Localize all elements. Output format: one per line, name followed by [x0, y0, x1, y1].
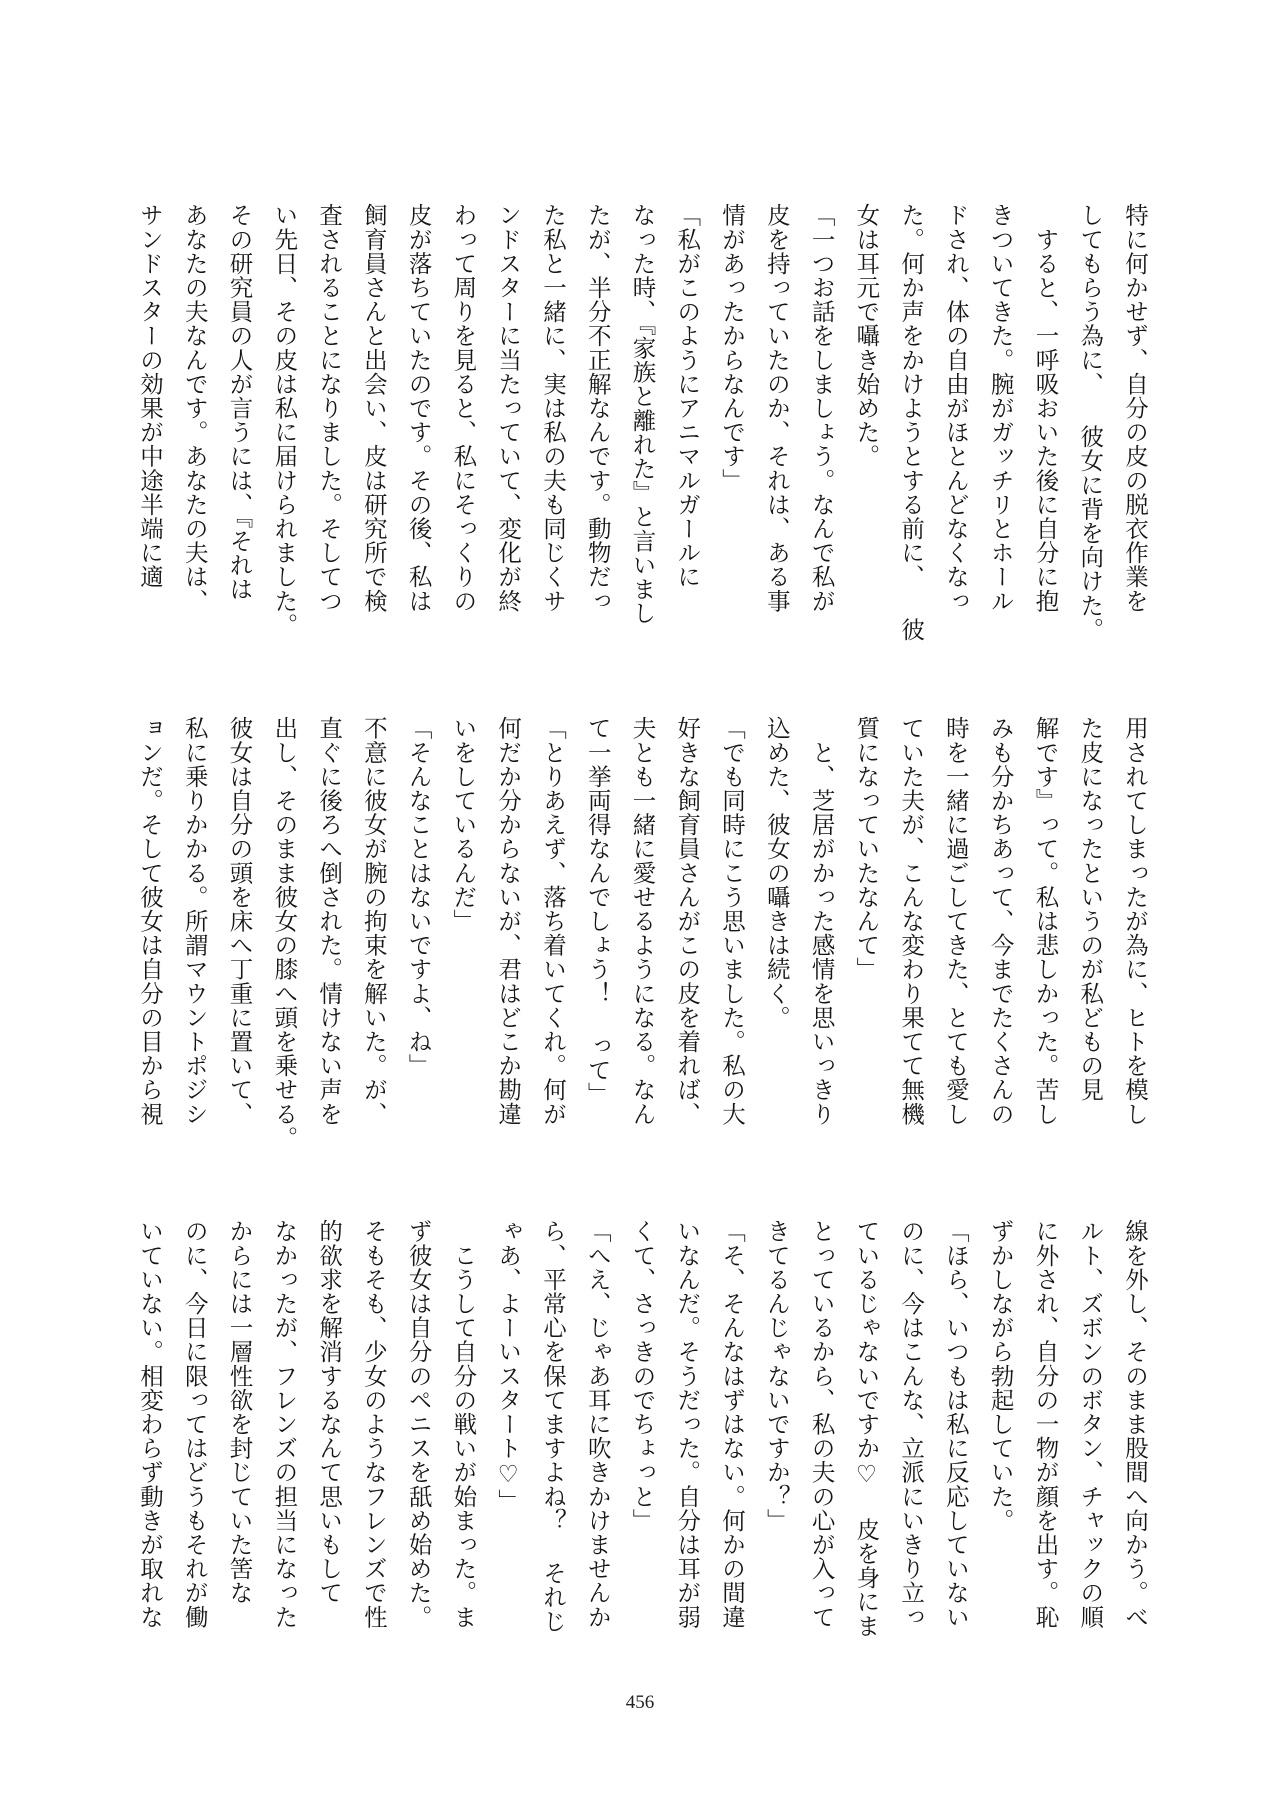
text-column: 私に乗りかかる。所謂マウントポジシ: [180, 716, 209, 1126]
text-column: 込めた、彼女の囁きは続く。: [762, 716, 791, 1030]
text-column: してもらう為に、 彼女に背を向けた。: [1076, 203, 1105, 642]
text-column: ゃあ、よーいスタート♡」: [494, 1219, 523, 1513]
text-column: 「そ、そんなはずはない。何かの間違: [718, 1219, 747, 1629]
text-column: い先日、その皮は私に届けられました。: [270, 203, 299, 637]
text-column: 女は耳元で囁き始めた。: [852, 203, 881, 469]
text-column: 「でも同時にこう思いました。私の大: [718, 716, 747, 1126]
text-column: 皮を持っていたのか、それは、ある事: [762, 203, 791, 613]
text-column: 出し、そのまま彼女の膝へ頭を乗せる。: [270, 716, 299, 1150]
text-column: 「とりあえず、落ち着いてくれ。何が: [538, 716, 567, 1126]
text-block-top: [135, 203, 1150, 642]
text-column: 線を外し、そのまま股間へ向かう。べ: [1121, 1219, 1149, 1629]
text-column: 飼育員さんと出会い、皮は研究所で検: [359, 203, 388, 613]
text-column: ず彼女は自分のペニスを舐め始めた。: [404, 1219, 433, 1629]
text-column: 何だか分からないが、君はどこか勘違: [494, 716, 523, 1126]
text-column: ンドスターに当たっていて、変化が終: [494, 203, 523, 613]
text-column: 解です』って。私は悲しかった。苦し: [1031, 716, 1060, 1126]
text-block-bottom: [135, 1219, 1150, 1639]
text-column: た皮になったというのが私どもの見: [1076, 716, 1105, 1102]
page-number: 456: [625, 1692, 655, 1713]
text-column: ルト、ズボンのボタン、チャックの順: [1076, 1219, 1105, 1629]
text-column: ずかしながら勃起していた。: [986, 1219, 1015, 1533]
text-column: た。何か声をかけようとする前に、 彼: [897, 203, 926, 642]
text-column: なかったが、フレンズの担当になった: [270, 1219, 299, 1629]
text-column: その研究員の人が言うには、『それは: [225, 203, 254, 601]
text-column: ョンだ。そして彼女は自分の目から視: [136, 716, 164, 1126]
text-column: 特に何かせず、自分の皮の脱衣作業を: [1121, 203, 1149, 613]
text-column: みも分かちあって、今までたくさんの: [986, 716, 1015, 1126]
text-column: そもそも、少女のようなフレンズで性: [359, 1219, 388, 1629]
text-column: ら、平常心を保てますよね？ それじ: [538, 1219, 567, 1634]
text-column: きてるんじゃないですか？」: [762, 1219, 791, 1533]
text-column: いなんだ。そうだった。自分は耳が弱: [673, 1219, 702, 1629]
text-column: 好きな飼育員さんがこの皮を着れば、: [673, 716, 702, 1126]
text-column: て一挙両得なんでしょう！ って」: [583, 716, 612, 1107]
text-column: 「私がこのようにアニマルガールに: [673, 203, 702, 589]
text-column: 質になっていたなんて」: [852, 716, 881, 982]
text-column: 「そんなことはないですよ、ね」: [404, 716, 433, 1078]
text-column: くて、さっきのでちょっと」: [628, 1219, 657, 1533]
text-column: なった時、『家族と離れた』と言いまし: [628, 203, 657, 626]
text-column: 夫とも一緒に愛せるようになる。なん: [628, 716, 657, 1126]
text-column: のに、今日に限ってはどうもそれが働: [180, 1219, 209, 1629]
text-column: サンドスターの効果が中途半端に適: [136, 203, 164, 589]
text-column: 彼女は自分の頭を床へ丁重に置いて、: [225, 716, 254, 1126]
text-column: と、芝居がかった感情を思いっきり: [807, 716, 836, 1126]
text-column: のに、今はこんな、立派にいきり立っ: [897, 1219, 926, 1629]
text-column: 皮が落ちていたのです。その後、私は: [404, 203, 433, 613]
text-column: 査されることになりました。そしてつ: [315, 203, 344, 613]
text-column: いをしているんだ」: [449, 716, 478, 933]
text-column: ているじゃないですか♡ 皮を身にま: [852, 1219, 881, 1638]
text-column: きついてきた。腕がガッチリとホール: [986, 203, 1015, 613]
text-column: 的欲求を解消するなんて思いもして: [315, 1219, 344, 1605]
text-column: 「ほら、いつもは私に反応していない: [941, 1219, 970, 1629]
text-column: たが、半分不正解なんです。動物だっ: [583, 203, 612, 613]
text-column: 「へえ、じゃあ耳に吹きかけませんか: [583, 1219, 612, 1629]
text-column: あなたの夫なんです。あなたの夫は、: [180, 203, 209, 613]
text-column: 用されてしまったが為に、ヒトを模し: [1121, 716, 1149, 1126]
text-column: からには一層性欲を封じていた筈な: [225, 1219, 254, 1605]
text-column: こうして自分の戦いが始まった。ま: [449, 1219, 478, 1629]
text-column: とっているから、私の夫の心が入って: [807, 1219, 836, 1629]
text-block-middle: [135, 716, 1150, 1150]
text-column: た私と一緒に、実は私の夫も同じくサ: [538, 203, 567, 613]
text-column: わって周りを見ると、私にそっくりの: [449, 203, 478, 613]
text-column: ていた夫が、こんな変わり果てて無機: [897, 716, 926, 1126]
text-column: 直ぐに後ろへ倒された。情けない声を: [315, 716, 344, 1126]
text-column: いていない。相変わらず動きが取れな: [136, 1219, 164, 1629]
text-column: ドされ、体の自由がほとんどなくなっ: [941, 203, 970, 613]
text-column: 不意に彼女が腕の拘束を解いた。が、: [359, 716, 388, 1126]
text-column: 情があったからなんです」: [718, 203, 747, 493]
text-column: 「一つお話をしましょう。なんで私が: [807, 203, 836, 613]
text-column: 時を一緒に過ごしてきた、とても愛し: [941, 716, 970, 1126]
text-column: すると、一呼吸おいた後に自分に抱: [1031, 203, 1060, 613]
text-column: に外され、自分の一物が顔を出す。恥: [1031, 1219, 1060, 1629]
